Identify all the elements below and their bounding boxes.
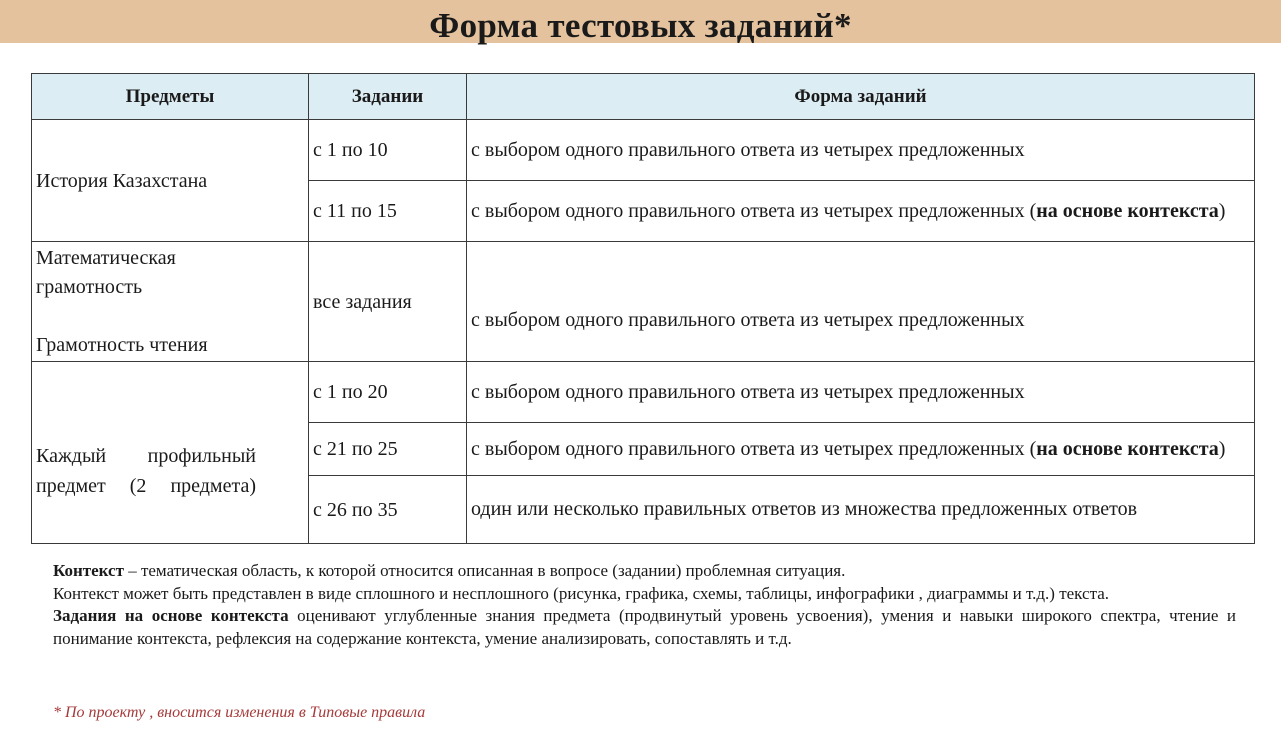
table-row [32,362,1255,423]
form-context-emphasis: на основе контекста [1036,200,1219,222]
tasks-cell: с 1 по 20 [309,362,467,423]
subject-cell [32,242,309,362]
form-text: с выбором одного правильного ответа из четырех предложенных ( [471,438,1037,460]
header-form: Форма заданий [467,74,1255,120]
subject-line: Грамотность чтения [36,333,208,356]
note-term: Контекст [53,561,124,580]
table-row [32,120,1255,181]
form-cell [467,181,1255,242]
tasks-cell: все задания [309,242,467,362]
footnote: * По проекту , вносится изменения в Типовые правила [53,704,426,721]
tasks-cell: с 11 по 15 [309,181,467,242]
notes-block [53,560,1236,650]
page-title: Форма тестовых заданий* [429,6,852,45]
form-text-end: ) [1218,438,1226,460]
form-text-end: ) [1218,200,1226,222]
test-forms-table [31,73,1255,544]
form-context-emphasis: на основе контекста [1036,438,1219,460]
tasks-cell: с 1 по 10 [309,120,467,181]
tasks-cell: с 26 по 35 [309,476,467,544]
table-row [32,242,1255,362]
tasks-cell: с 21 по 25 [309,423,467,476]
form-cell: с выбором одного правильного ответа из четырех предложенных [467,362,1255,423]
note-context-forms: Контекст может быть представлен в виде сплошного и несплошного (рисунка, графика, схемы, таблицы, инфографики , диаграммы и т.д.) текста. [53,583,1110,603]
form-cell [467,423,1255,476]
note-context-definition [53,560,1236,583]
form-cell: один или несколько правильных ответов из множества предложенных ответов [467,476,1255,544]
subject-line: Математическая грамотность [36,246,176,298]
subject-line: Каждый профильный предмет (2 предмета) [36,444,256,497]
note-text: оценивают углубленные знания предмета (продвинутый уровень усвоения), умения и навыки широкого спектра, чтение и понимание контекста, рефлексия на содержание контекста, умение анализировать, сопоставлять и т.д. [53,606,1236,648]
form-cell: с выбором одного правильного ответа из четырех предложенных [467,120,1255,181]
form-text: с выбором одного правильного ответа из четырех предложенных ( [471,200,1037,222]
header-subjects: Предметы [32,74,309,120]
note-context-tasks [53,605,1236,650]
form-cell: с выбором одного правильного ответа из четырех предложенных [467,242,1255,362]
note-term: Задания на основе контекста [53,606,289,625]
subject-cell: История Казахстана [32,120,309,242]
note-text: – тематическая область, к которой относится описанная в вопросе (задании) проблемная ситуация. [123,561,846,580]
table-header-row [32,74,1255,120]
header-tasks: Задании [309,74,467,120]
subject-cell [32,362,309,544]
